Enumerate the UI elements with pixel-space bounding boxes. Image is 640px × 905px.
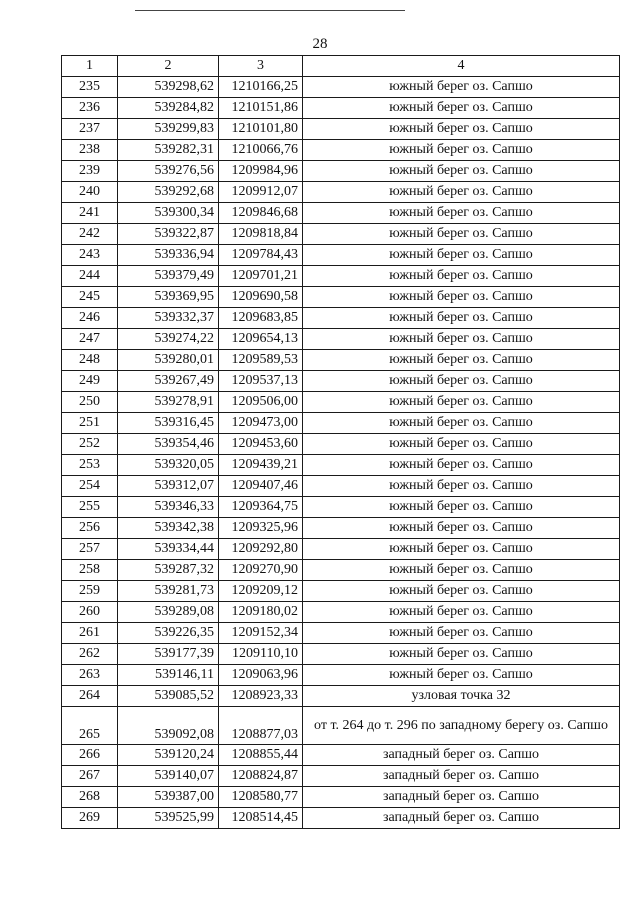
x-coordinate-cell: 539354,46 [118,434,219,455]
description-cell: южный берег оз. Сапшо [303,119,620,140]
x-coordinate-cell: 539312,07 [118,476,219,497]
x-coordinate-cell: 539379,49 [118,266,219,287]
point-number-cell: 245 [62,287,118,308]
x-coordinate-cell: 539226,35 [118,623,219,644]
y-coordinate-cell: 1210151,86 [219,98,303,119]
y-coordinate-cell: 1208877,03 [219,707,303,745]
y-coordinate-cell: 1209589,53 [219,350,303,371]
table-row [62,119,620,140]
table-row [62,766,620,787]
description-cell: южный берег оз. Сапшо [303,77,620,98]
x-coordinate-cell: 539289,08 [118,602,219,623]
point-number-cell: 265 [62,707,118,745]
table-row [62,287,620,308]
table-row [62,350,620,371]
x-coordinate-cell: 539287,32 [118,560,219,581]
table-body [62,56,620,829]
table-row [62,140,620,161]
y-coordinate-cell: 1209364,75 [219,497,303,518]
header-col-1: 1 [62,56,118,77]
point-number-cell: 255 [62,497,118,518]
x-coordinate-cell: 539346,33 [118,497,219,518]
table-row [62,245,620,266]
x-coordinate-cell: 539085,52 [118,686,219,707]
description-cell: западный берег оз. Сапшо [303,808,620,829]
point-number-cell: 249 [62,371,118,392]
table-row [62,455,620,476]
x-coordinate-cell: 539320,05 [118,455,219,476]
point-number-cell: 243 [62,245,118,266]
table-row [62,476,620,497]
point-number-cell: 267 [62,766,118,787]
point-number-cell: 242 [62,224,118,245]
point-number-cell: 258 [62,560,118,581]
point-number-cell: 247 [62,329,118,350]
x-coordinate-cell: 539140,07 [118,766,219,787]
x-coordinate-cell: 539146,11 [118,665,219,686]
point-number-cell: 263 [62,665,118,686]
table-row [62,98,620,119]
point-number-cell: 253 [62,455,118,476]
description-cell: южный берег оз. Сапшо [303,224,620,245]
point-number-cell: 238 [62,140,118,161]
x-coordinate-cell: 539177,39 [118,644,219,665]
y-coordinate-cell: 1208855,44 [219,745,303,766]
table-row [62,539,620,560]
x-coordinate-cell: 539292,68 [118,182,219,203]
page-number: 28 [312,36,328,52]
description-cell: южный берег оз. Сапшо [303,476,620,497]
coordinates-table [61,55,620,829]
y-coordinate-cell: 1209912,07 [219,182,303,203]
description-cell: западный берег оз. Сапшо [303,766,620,787]
table-row [62,623,620,644]
description-cell: южный берег оз. Сапшо [303,434,620,455]
point-number-cell: 268 [62,787,118,808]
y-coordinate-cell: 1208580,77 [219,787,303,808]
x-coordinate-cell: 539281,73 [118,581,219,602]
header-col-2: 2 [118,56,219,77]
table-row [62,707,620,745]
y-coordinate-cell: 1209439,21 [219,455,303,476]
description-cell: южный берег оз. Сапшо [303,581,620,602]
table-row [62,371,620,392]
y-coordinate-cell: 1210166,25 [219,77,303,98]
y-coordinate-cell: 1208923,33 [219,686,303,707]
y-coordinate-cell: 1209473,00 [219,413,303,434]
table-row [62,686,620,707]
table-row [62,224,620,245]
description-cell: южный берег оз. Сапшо [303,266,620,287]
y-coordinate-cell: 1209209,12 [219,581,303,602]
x-coordinate-cell: 539092,08 [118,707,219,745]
y-coordinate-cell: 1209654,13 [219,329,303,350]
x-coordinate-cell: 539278,91 [118,392,219,413]
point-number-cell: 259 [62,581,118,602]
x-coordinate-cell: 539322,87 [118,224,219,245]
table-row [62,808,620,829]
y-coordinate-cell: 1210101,80 [219,119,303,140]
table-row [62,413,620,434]
x-coordinate-cell: 539298,62 [118,77,219,98]
x-coordinate-cell: 539276,56 [118,161,219,182]
description-cell: южный берег оз. Сапшо [303,329,620,350]
y-coordinate-cell: 1209683,85 [219,308,303,329]
x-coordinate-cell: 539332,37 [118,308,219,329]
point-number-cell: 235 [62,77,118,98]
table-row [62,745,620,766]
description-cell: южный берег оз. Сапшо [303,413,620,434]
point-number-cell: 256 [62,518,118,539]
x-coordinate-cell: 539300,34 [118,203,219,224]
x-coordinate-cell: 539369,95 [118,287,219,308]
table-row [62,329,620,350]
description-cell: южный берег оз. Сапшо [303,392,620,413]
table-row [62,497,620,518]
x-coordinate-cell: 539316,45 [118,413,219,434]
y-coordinate-cell: 1209152,34 [219,623,303,644]
description-cell: южный берег оз. Сапшо [303,203,620,224]
table-row [62,182,620,203]
y-coordinate-cell: 1209453,60 [219,434,303,455]
point-number-cell: 236 [62,98,118,119]
table-row [62,518,620,539]
x-coordinate-cell: 539267,49 [118,371,219,392]
y-coordinate-cell: 1209407,46 [219,476,303,497]
top-rule [135,10,405,11]
point-number-cell: 237 [62,119,118,140]
table-row [62,787,620,808]
point-number-cell: 246 [62,308,118,329]
description-cell: узловая точка 32 [303,686,620,707]
description-cell: южный берег оз. Сапшо [303,371,620,392]
description-cell: южный берег оз. Сапшо [303,602,620,623]
table-row [62,308,620,329]
x-coordinate-cell: 539525,99 [118,808,219,829]
description-cell: западный берег оз. Сапшо [303,745,620,766]
description-cell: южный берег оз. Сапшо [303,140,620,161]
y-coordinate-cell: 1210066,76 [219,140,303,161]
table-row [62,581,620,602]
table-header-row [62,56,620,77]
point-number-cell: 241 [62,203,118,224]
description-cell: южный берег оз. Сапшо [303,161,620,182]
table-row [62,266,620,287]
point-number-cell: 260 [62,602,118,623]
point-number-cell: 257 [62,539,118,560]
point-number-cell: 239 [62,161,118,182]
x-coordinate-cell: 539274,22 [118,329,219,350]
table-row [62,665,620,686]
table-row [62,161,620,182]
description-cell: южный берег оз. Сапшо [303,665,620,686]
y-coordinate-cell: 1208824,87 [219,766,303,787]
point-number-cell: 269 [62,808,118,829]
point-number-cell: 264 [62,686,118,707]
description-cell: южный берег оз. Сапшо [303,308,620,329]
table-row [62,560,620,581]
x-coordinate-cell: 539299,83 [118,119,219,140]
point-number-cell: 240 [62,182,118,203]
description-cell: южный берег оз. Сапшо [303,560,620,581]
description-cell: южный берег оз. Сапшо [303,623,620,644]
point-number-cell: 261 [62,623,118,644]
y-coordinate-cell: 1209180,02 [219,602,303,623]
description-cell: южный берег оз. Сапшо [303,287,620,308]
point-number-cell: 251 [62,413,118,434]
x-coordinate-cell: 539336,94 [118,245,219,266]
description-cell: южный берег оз. Сапшо [303,518,620,539]
y-coordinate-cell: 1209846,68 [219,203,303,224]
description-cell: западный берег оз. Сапшо [303,787,620,808]
y-coordinate-cell: 1208514,45 [219,808,303,829]
point-number-cell: 262 [62,644,118,665]
point-number-cell: 250 [62,392,118,413]
x-coordinate-cell: 539120,24 [118,745,219,766]
point-number-cell: 244 [62,266,118,287]
table-row [62,644,620,665]
description-cell: южный берег оз. Сапшо [303,245,620,266]
y-coordinate-cell: 1209818,84 [219,224,303,245]
header-col-3: 3 [219,56,303,77]
table-row [62,77,620,98]
description-cell: южный берег оз. Сапшо [303,98,620,119]
y-coordinate-cell: 1209270,90 [219,560,303,581]
description-cell: южный берег оз. Сапшо [303,644,620,665]
y-coordinate-cell: 1209292,80 [219,539,303,560]
y-coordinate-cell: 1209325,96 [219,518,303,539]
x-coordinate-cell: 539342,38 [118,518,219,539]
y-coordinate-cell: 1209537,13 [219,371,303,392]
x-coordinate-cell: 539282,31 [118,140,219,161]
description-cell: южный берег оз. Сапшо [303,455,620,476]
point-number-cell: 252 [62,434,118,455]
y-coordinate-cell: 1209506,00 [219,392,303,413]
y-coordinate-cell: 1209110,10 [219,644,303,665]
y-coordinate-cell: 1209063,96 [219,665,303,686]
y-coordinate-cell: 1209701,21 [219,266,303,287]
y-coordinate-cell: 1209784,43 [219,245,303,266]
x-coordinate-cell: 539284,82 [118,98,219,119]
description-cell: южный берег оз. Сапшо [303,350,620,371]
y-coordinate-cell: 1209690,58 [219,287,303,308]
description-cell: южный берег оз. Сапшо [303,497,620,518]
point-number-cell: 266 [62,745,118,766]
x-coordinate-cell: 539280,01 [118,350,219,371]
point-number-cell: 254 [62,476,118,497]
y-coordinate-cell: 1209984,96 [219,161,303,182]
table-row [62,203,620,224]
header-col-4: 4 [303,56,620,77]
x-coordinate-cell: 539387,00 [118,787,219,808]
description-cell: южный берег оз. Сапшо [303,539,620,560]
description-cell: от т. 264 до т. 296 по западному берегу оз. Сапшо [303,707,620,745]
table-row [62,392,620,413]
x-coordinate-cell: 539334,44 [118,539,219,560]
table-row [62,434,620,455]
description-cell: южный берег оз. Сапшо [303,182,620,203]
point-number-cell: 248 [62,350,118,371]
table-row [62,602,620,623]
